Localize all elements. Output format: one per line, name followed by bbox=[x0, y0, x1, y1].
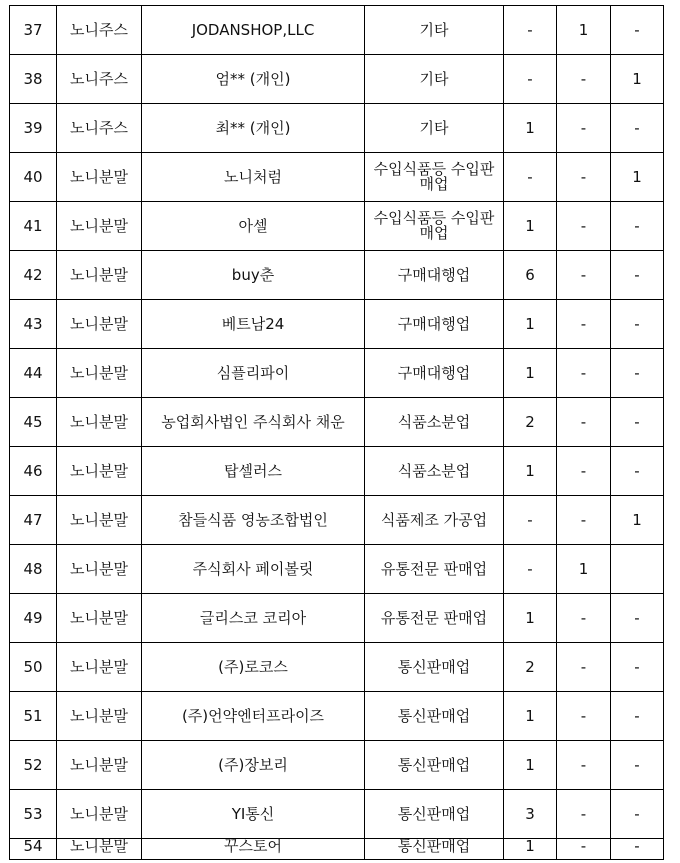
row-number-cell: 38 bbox=[10, 55, 57, 104]
table-row bbox=[10, 6, 664, 55]
count-col2-cell: - bbox=[557, 594, 611, 643]
product-cell: 노니분말 bbox=[57, 839, 142, 860]
company-cell: 꾸스토어 bbox=[142, 839, 365, 860]
company-cell: (주)장보리 bbox=[142, 741, 365, 790]
product-cell: 노니분말 bbox=[57, 496, 142, 545]
count-col1-cell: 1 bbox=[504, 839, 557, 860]
business-type-cell: 통신판매업 bbox=[365, 790, 504, 839]
table-row bbox=[10, 643, 664, 692]
count-col1-cell: 2 bbox=[504, 398, 557, 447]
row-number-cell: 44 bbox=[10, 349, 57, 398]
business-type-cell: 유통전문 판매업 bbox=[365, 545, 504, 594]
product-cell: 노니분말 bbox=[57, 790, 142, 839]
count-col1-cell: - bbox=[504, 496, 557, 545]
business-type-cell: 통신판매업 bbox=[365, 643, 504, 692]
table-row bbox=[10, 300, 664, 349]
company-cell: 엄** (개인) bbox=[142, 55, 365, 104]
company-cell: 최** (개인) bbox=[142, 104, 365, 153]
count-col1-cell: 2 bbox=[504, 643, 557, 692]
violation-table bbox=[9, 5, 664, 860]
table-body bbox=[10, 6, 664, 860]
row-number-cell: 41 bbox=[10, 202, 57, 251]
count-col3-cell: - bbox=[611, 692, 664, 741]
row-number-cell: 45 bbox=[10, 398, 57, 447]
table-row bbox=[10, 496, 664, 545]
count-col1-cell: 1 bbox=[504, 692, 557, 741]
company-cell: 아셀 bbox=[142, 202, 365, 251]
business-type-cell: 기타 bbox=[365, 6, 504, 55]
count-col3-cell: - bbox=[611, 300, 664, 349]
count-col2-cell: - bbox=[557, 153, 611, 202]
count-col3-cell: - bbox=[611, 104, 664, 153]
count-col1-cell: - bbox=[504, 153, 557, 202]
product-cell: 노니분말 bbox=[57, 153, 142, 202]
count-col1-cell: 1 bbox=[504, 594, 557, 643]
product-cell: 노니주스 bbox=[57, 6, 142, 55]
count-col2-cell: - bbox=[557, 741, 611, 790]
count-col1-cell: 1 bbox=[504, 300, 557, 349]
business-type-cell: 기타 bbox=[365, 55, 504, 104]
company-cell: 참들식품 영농조합법인 bbox=[142, 496, 365, 545]
count-col1-cell: 1 bbox=[504, 202, 557, 251]
table-row bbox=[10, 251, 664, 300]
table-row bbox=[10, 104, 664, 153]
company-cell: (주)로코스 bbox=[142, 643, 365, 692]
company-cell: (주)언약엔터프라이즈 bbox=[142, 692, 365, 741]
count-col3-cell: - bbox=[611, 790, 664, 839]
table-row bbox=[10, 202, 664, 251]
count-col1-cell: 6 bbox=[504, 251, 557, 300]
business-type-cell: 구매대행업 bbox=[365, 251, 504, 300]
count-col1-cell: 1 bbox=[504, 349, 557, 398]
count-col2-cell: - bbox=[557, 398, 611, 447]
count-col1-cell: - bbox=[504, 545, 557, 594]
count-col2-cell: - bbox=[557, 790, 611, 839]
product-cell: 노니분말 bbox=[57, 741, 142, 790]
table-row bbox=[10, 153, 664, 202]
count-col2-cell: - bbox=[557, 447, 611, 496]
count-col3-cell: - bbox=[611, 643, 664, 692]
company-cell: YI통신 bbox=[142, 790, 365, 839]
company-cell: buy춘 bbox=[142, 251, 365, 300]
row-number-cell: 52 bbox=[10, 741, 57, 790]
product-cell: 노니분말 bbox=[57, 398, 142, 447]
product-cell: 노니분말 bbox=[57, 300, 142, 349]
company-cell: 주식회사 페이볼릿 bbox=[142, 545, 365, 594]
business-type-cell: 기타 bbox=[365, 104, 504, 153]
count-col2-cell: - bbox=[557, 692, 611, 741]
business-type-cell: 통신판매업 bbox=[365, 741, 504, 790]
count-col2-cell: - bbox=[557, 104, 611, 153]
count-col2-cell: - bbox=[557, 643, 611, 692]
business-type-cell: 식품소분업 bbox=[365, 447, 504, 496]
table-row bbox=[10, 545, 664, 594]
company-cell: 탑셀러스 bbox=[142, 447, 365, 496]
table-row bbox=[10, 839, 664, 860]
product-cell: 노니분말 bbox=[57, 545, 142, 594]
business-type-cell: 통신판매업 bbox=[365, 692, 504, 741]
count-col3-cell: 1 bbox=[611, 55, 664, 104]
row-number-cell: 46 bbox=[10, 447, 57, 496]
company-cell: 베트남24 bbox=[142, 300, 365, 349]
company-cell: 노니처럼 bbox=[142, 153, 365, 202]
count-col3-cell: - bbox=[611, 398, 664, 447]
row-number-cell: 54 bbox=[10, 839, 57, 860]
business-type-cell: 구매대행업 bbox=[365, 300, 504, 349]
product-cell: 노니분말 bbox=[57, 202, 142, 251]
count-col2-cell: - bbox=[557, 55, 611, 104]
count-col2-cell: - bbox=[557, 496, 611, 545]
table-row bbox=[10, 741, 664, 790]
count-col2-cell: - bbox=[557, 202, 611, 251]
count-col2-cell: - bbox=[557, 349, 611, 398]
row-number-cell: 53 bbox=[10, 790, 57, 839]
count-col1-cell: 1 bbox=[504, 447, 557, 496]
row-number-cell: 43 bbox=[10, 300, 57, 349]
table-row bbox=[10, 594, 664, 643]
product-cell: 노니분말 bbox=[57, 349, 142, 398]
row-number-cell: 47 bbox=[10, 496, 57, 545]
company-cell: JODANSHOP,LLC bbox=[142, 6, 365, 55]
count-col3-cell: - bbox=[611, 251, 664, 300]
count-col3-cell: 1 bbox=[611, 496, 664, 545]
business-type-cell: 식품제조 가공업 bbox=[365, 496, 504, 545]
count-col3-cell: - bbox=[611, 839, 664, 860]
count-col3-cell: - bbox=[611, 594, 664, 643]
count-col2-cell: 1 bbox=[557, 6, 611, 55]
row-number-cell: 37 bbox=[10, 6, 57, 55]
table-row bbox=[10, 398, 664, 447]
row-number-cell: 50 bbox=[10, 643, 57, 692]
row-number-cell: 39 bbox=[10, 104, 57, 153]
product-cell: 노니분말 bbox=[57, 251, 142, 300]
product-cell: 노니분말 bbox=[57, 447, 142, 496]
count-col3-cell: - bbox=[611, 741, 664, 790]
row-number-cell: 48 bbox=[10, 545, 57, 594]
row-number-cell: 49 bbox=[10, 594, 57, 643]
row-number-cell: 40 bbox=[10, 153, 57, 202]
count-col1-cell: 1 bbox=[504, 741, 557, 790]
count-col3-cell: - bbox=[611, 349, 664, 398]
table-row bbox=[10, 349, 664, 398]
count-col1-cell: - bbox=[504, 55, 557, 104]
company-cell: 농업회사법인 주식회사 채운 bbox=[142, 398, 365, 447]
count-col2-cell: 1 bbox=[557, 545, 611, 594]
row-number-cell: 51 bbox=[10, 692, 57, 741]
product-cell: 노니분말 bbox=[57, 692, 142, 741]
count-col2-cell: - bbox=[557, 300, 611, 349]
product-cell: 노니분말 bbox=[57, 594, 142, 643]
company-cell: 심플리파이 bbox=[142, 349, 365, 398]
product-cell: 노니주스 bbox=[57, 104, 142, 153]
count-col3-cell: - bbox=[611, 202, 664, 251]
business-type-cell: 구매대행업 bbox=[365, 349, 504, 398]
row-number-cell: 42 bbox=[10, 251, 57, 300]
business-type-cell: 식품소분업 bbox=[365, 398, 504, 447]
business-type-cell: 통신판매업 bbox=[365, 839, 504, 860]
count-col3-cell bbox=[611, 545, 664, 594]
table-row bbox=[10, 790, 664, 839]
business-type-cell: 수입식품등 수입판매업 bbox=[365, 202, 504, 251]
count-col3-cell: - bbox=[611, 6, 664, 55]
count-col1-cell: - bbox=[504, 6, 557, 55]
count-col1-cell: 3 bbox=[504, 790, 557, 839]
table-row bbox=[10, 447, 664, 496]
product-cell: 노니주스 bbox=[57, 55, 142, 104]
business-type-cell: 유통전문 판매업 bbox=[365, 594, 504, 643]
count-col3-cell: - bbox=[611, 447, 664, 496]
count-col2-cell: - bbox=[557, 251, 611, 300]
product-cell: 노니분말 bbox=[57, 643, 142, 692]
table-row bbox=[10, 692, 664, 741]
count-col2-cell: - bbox=[557, 839, 611, 860]
count-col3-cell: 1 bbox=[611, 153, 664, 202]
count-col1-cell: 1 bbox=[504, 104, 557, 153]
business-type-cell: 수입식품등 수입판매업 bbox=[365, 153, 504, 202]
company-cell: 글리스코 코리아 bbox=[142, 594, 365, 643]
table-row bbox=[10, 55, 664, 104]
